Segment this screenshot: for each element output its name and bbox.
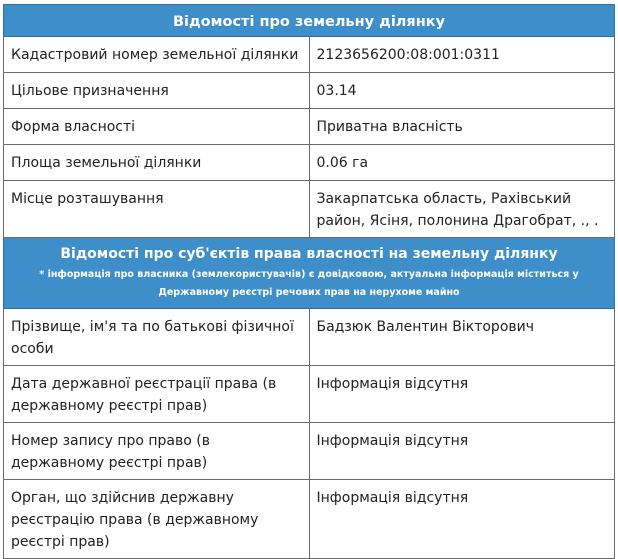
row-value: Бадзюк Валентин Вікторович bbox=[309, 309, 615, 366]
land-plot-table bbox=[3, 4, 615, 559]
table-row-location bbox=[4, 181, 615, 238]
row-label: Кадастровий номер земельної ділянки bbox=[4, 37, 310, 73]
row-value: Інформація відсутня bbox=[309, 423, 615, 480]
row-label: Площа земельної ділянки bbox=[4, 145, 310, 181]
row-value: 03.14 bbox=[309, 73, 615, 109]
section-title-land-plot: Відомості про земельну ділянку bbox=[4, 5, 615, 37]
table-row-cadastral-number bbox=[4, 37, 615, 73]
table-row-record-number bbox=[4, 423, 615, 480]
row-value: Інформація відсутня bbox=[309, 480, 615, 559]
land-plot-info-panel bbox=[3, 4, 615, 559]
section-header-land-plot bbox=[4, 5, 615, 37]
table-row-purpose bbox=[4, 73, 615, 109]
row-label: Форма власності bbox=[4, 109, 310, 145]
row-label: Орган, що здійснив державну реєстрацію права (в державному реєстрі прав) bbox=[4, 480, 310, 559]
section-header-owners-cell bbox=[4, 238, 615, 309]
row-value: 2123656200:08:001:0311 bbox=[309, 37, 615, 73]
row-label: Дата державної реєстрації права (в державному реєстрі прав) bbox=[4, 366, 310, 423]
table-row-registration-date bbox=[4, 366, 615, 423]
section-title-owners: Відомості про суб'єктів права власності на земельну ділянку bbox=[60, 246, 558, 262]
table-row-ownership-form bbox=[4, 109, 615, 145]
table-row-area bbox=[4, 145, 615, 181]
row-value: Приватна власність bbox=[309, 109, 615, 145]
row-label: Номер запису про право (в державному реєстрі прав) bbox=[4, 423, 310, 480]
row-label: Цільове призначення bbox=[4, 73, 310, 109]
row-value: Інформація відсутня bbox=[309, 366, 615, 423]
row-value: Закарпатська область, Рахівський район, Ясіня, полонина Драгобрат, ., . bbox=[309, 181, 615, 238]
section-note-owners: * інформація про власника (землекористувачів) є довідковою, актуальна інформація міститься у Державному реєстрі речових прав на нерухоме майно bbox=[39, 269, 579, 298]
row-value: 0.06 га bbox=[309, 145, 615, 181]
section-header-owners bbox=[4, 238, 615, 309]
row-label: Місце розташування bbox=[4, 181, 310, 238]
table-row-owner-name bbox=[4, 309, 615, 366]
row-label: Прізвище, ім'я та по батькові фізичної особи bbox=[4, 309, 310, 366]
table-row-registering-authority bbox=[4, 480, 615, 559]
